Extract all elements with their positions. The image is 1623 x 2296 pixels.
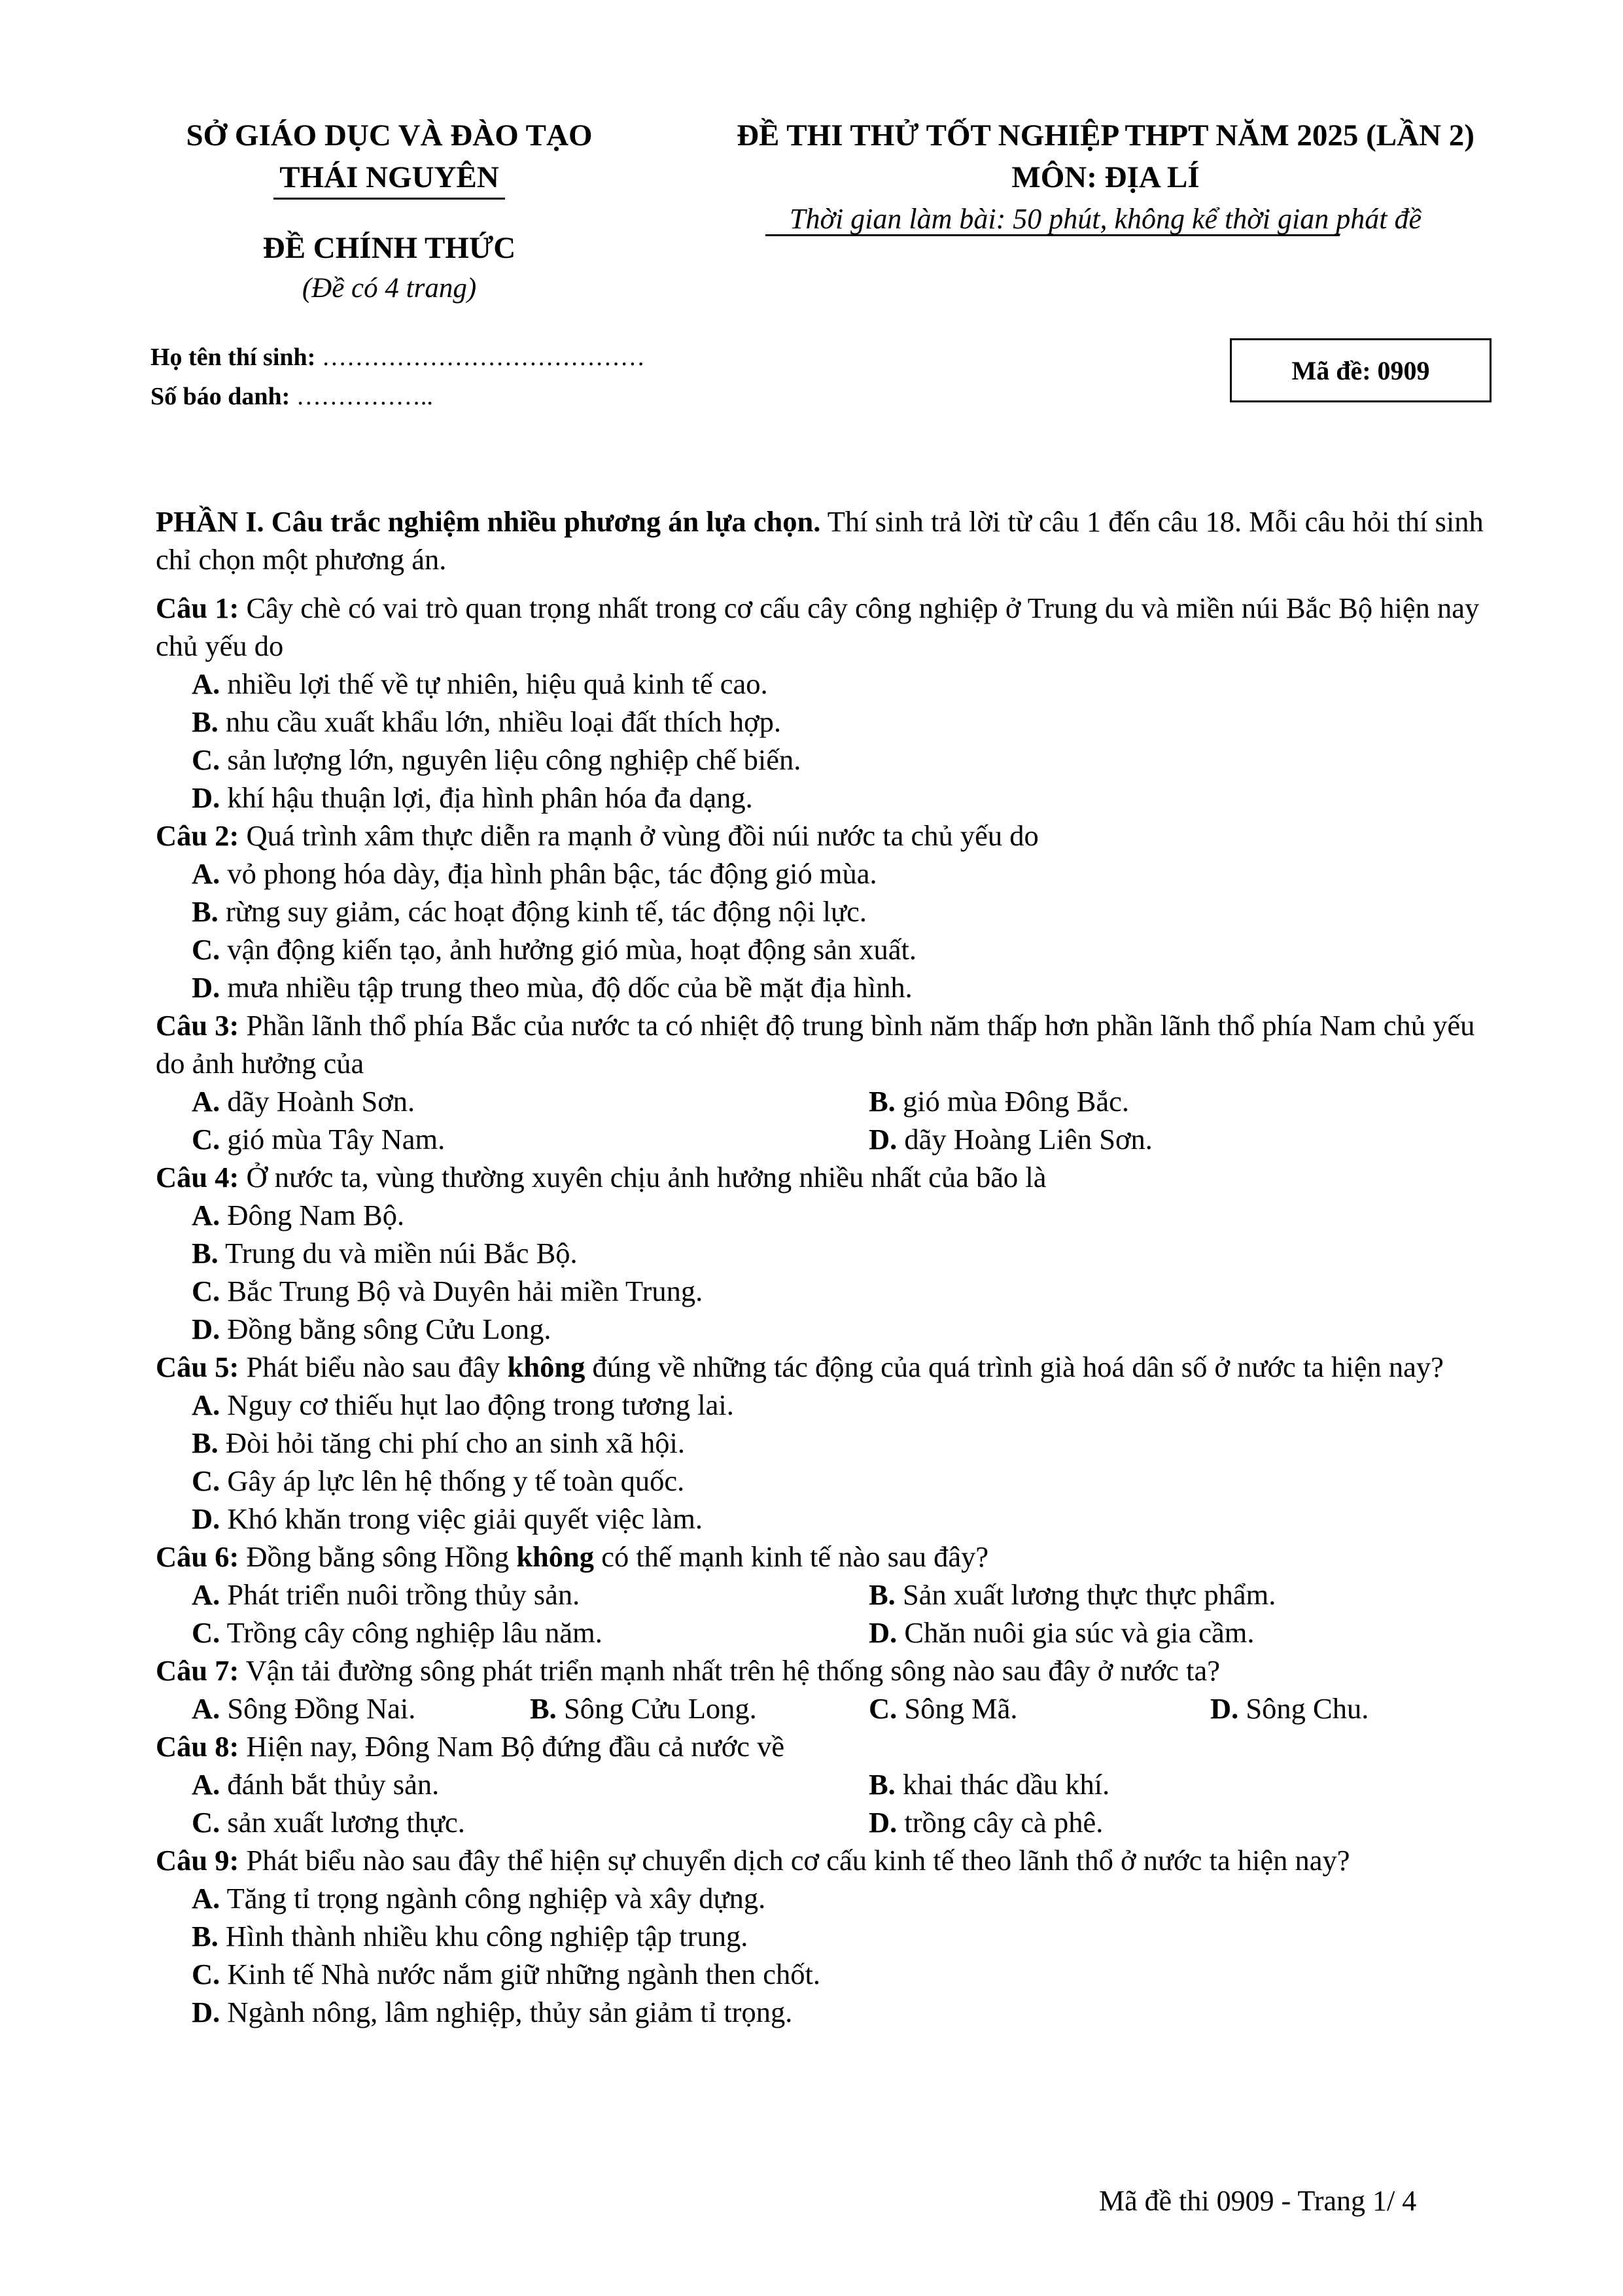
option-text: Bắc Trung Bộ và Duyên hải miền Trung. (227, 1275, 703, 1307)
option-d (869, 1803, 1103, 1841)
option-b (869, 1765, 1109, 1803)
option-label: A. (192, 1388, 220, 1421)
time-note-underline (765, 234, 1340, 236)
option-label: A. (192, 667, 220, 700)
option-c (192, 1803, 869, 1841)
options-row (156, 1576, 1484, 1614)
option-b (156, 892, 1484, 930)
option-label: B. (192, 705, 218, 738)
department-name: SỞ GIÁO DỤC VÀ ĐÀO TẠO (186, 118, 593, 152)
option-c (192, 1614, 869, 1651)
options-row (156, 1765, 1484, 1803)
question-text: đúng về những tác động của quá trình già hoá dân số ở nước ta hiện nay? (585, 1351, 1444, 1383)
option-label: D. (192, 1313, 220, 1345)
option-text: Gây áp lực lên hệ thống y tế toàn quốc. (227, 1464, 685, 1497)
option-d (156, 779, 1484, 817)
question-label: Câu 3: (156, 1009, 239, 1042)
option-a (156, 1879, 1484, 1917)
option-a (156, 665, 1484, 703)
candidate-info (150, 338, 645, 416)
options-row (156, 1689, 1484, 1727)
option-d (869, 1614, 1254, 1651)
option-text: nhu cầu xuất khẩu lớn, nhiều loại đất thích hợp. (225, 705, 782, 738)
option-c (156, 741, 1484, 779)
exam-code-box (1230, 338, 1492, 402)
option-label: D. (192, 1996, 220, 2028)
question-label: Câu 4: (156, 1161, 239, 1193)
option-c (156, 930, 1484, 968)
question-6 (156, 1538, 1484, 1576)
option-label: B. (869, 1578, 896, 1611)
option-label: C. (192, 1464, 220, 1497)
time-note: Thời gian làm bài: 50 phút, không kể thời gian phát đề (789, 203, 1422, 235)
question-4 (156, 1158, 1484, 1196)
option-b (156, 1917, 1484, 1955)
option-text: Khó khăn trong việc giải quyết việc làm. (227, 1502, 703, 1535)
exam-code: Mã đề: 0909 (1291, 355, 1430, 385)
official-label: ĐỀ CHÍNH THỨC (262, 231, 516, 265)
exam-title: ĐỀ THI THỬ TỐT NGHIỆP THPT NĂM 2025 (LẦN 2) (737, 118, 1475, 152)
option-c (192, 1120, 869, 1158)
option-text: Ngành nông, lâm nghiệp, thủy sản giảm tỉ trọng. (227, 1996, 793, 2028)
option-text: Đồng bằng sông Cửu Long. (227, 1313, 551, 1345)
question-text: Phần lãnh thổ phía Bắc của nước ta có nhiệt độ trung bình năm thấp hơn phần lãnh thổ phía Nam chủ yếu do ảnh hưởng của (156, 1009, 1475, 1080)
option-a (192, 1765, 869, 1803)
option-a (192, 1082, 869, 1120)
option-text: Kinh tế Nhà nước nắm giữ những ngành then chốt. (227, 1958, 820, 1990)
option-c (156, 1272, 1484, 1310)
question-label: Câu 9: (156, 1844, 239, 1877)
question-label: Câu 7: (156, 1654, 239, 1687)
option-text: dãy Hoành Sơn. (227, 1085, 415, 1118)
option-label: D. (869, 1806, 898, 1839)
option-label: B. (192, 1426, 218, 1459)
options-row (156, 1614, 1484, 1651)
option-c (156, 1462, 1484, 1500)
question-emphasis: không (507, 1351, 585, 1383)
option-label: B. (869, 1085, 896, 1118)
option-a (192, 1689, 530, 1727)
option-text: dãy Hoàng Liên Sơn. (904, 1123, 1153, 1156)
option-a (156, 1386, 1484, 1424)
header-left (141, 115, 638, 198)
option-text: Sông Cửu Long. (563, 1692, 757, 1725)
option-label: C. (869, 1692, 898, 1725)
option-d (156, 1500, 1484, 1538)
option-d (1210, 1689, 1369, 1727)
option-label: D. (192, 971, 220, 1004)
candidate-name-line (150, 338, 645, 377)
option-text: Tăng tỉ trọng ngành công nghiệp và xây dựng. (226, 1882, 766, 1915)
question-text: Ở nước ta, vùng thường xuyên chịu ảnh hưởng nhiều nhất của bão là (239, 1161, 1047, 1193)
part1-instruction: Thí sinh trả lời từ câu 1 đến câu 18. Mỗi câu hỏi thí sinh chỉ chọn một phương án. (156, 505, 1484, 576)
option-text: Sông Mã. (904, 1692, 1018, 1725)
question-9 (156, 1841, 1484, 1879)
question-text: Vận tải đường sông phát triển mạnh nhất trên hệ thống sông nào sau đây ở nước ta? (239, 1654, 1221, 1687)
question-text: Cây chè có vai trò quan trọng nhất trong cơ cấu cây công nghiệp ở Trung du và miền núi Bắc Bộ hiện nay chủ yếu do (156, 592, 1480, 662)
option-text: Chăn nuôi gia súc và gia cầm. (904, 1616, 1255, 1649)
option-label: A. (192, 1085, 220, 1118)
option-text: gió mùa Đông Bắc. (902, 1085, 1129, 1118)
option-a (156, 855, 1484, 892)
option-label: A. (192, 1882, 220, 1915)
pages-note: (Đề có 4 trang) (302, 273, 477, 304)
option-label: A. (192, 1768, 220, 1801)
candidate-id-dots: …………….. (290, 383, 433, 410)
option-text: rừng suy giảm, các hoạt động kinh tế, tác động nội lực. (225, 895, 867, 928)
option-text: Sông Chu. (1246, 1692, 1369, 1725)
question-text: có thế mạnh kinh tế nào sau đây? (594, 1540, 989, 1573)
option-label: A. (192, 1692, 220, 1725)
question-label: Câu 6: (156, 1540, 239, 1573)
part1-heading (156, 503, 1484, 578)
header-right (680, 115, 1531, 240)
option-label: C. (192, 1806, 220, 1839)
option-text: mưa nhiều tập trung theo mùa, độ dốc của bề mặt địa hình. (227, 971, 913, 1004)
option-text: Phát triển nuôi trồng thủy sản. (227, 1578, 580, 1611)
option-text: sản xuất lương thực. (227, 1806, 465, 1839)
option-label: A. (192, 857, 220, 890)
option-label: B. (192, 1920, 218, 1952)
official-block (141, 228, 638, 309)
option-text: Trung du và miền núi Bắc Bộ. (225, 1237, 578, 1269)
option-text: nhiều lợi thế về tự nhiên, hiệu quả kinh tế cao. (227, 667, 768, 700)
option-label: C. (192, 1123, 220, 1156)
question-text: Quá trình xâm thực diễn ra mạnh ở vùng đồi núi nước ta chủ yếu do (239, 819, 1039, 852)
option-text: Sản xuất lương thực thực phẩm. (902, 1578, 1276, 1611)
options-row (156, 1803, 1484, 1841)
option-text: khí hậu thuận lợi, địa hình phân hóa đa dạng. (227, 781, 753, 814)
part1-title: PHẦN I. Câu trắc nghiệm nhiều phương án lựa chọn. (156, 505, 821, 538)
option-text: gió mùa Tây Nam. (227, 1123, 445, 1156)
exam-content (156, 503, 1484, 2031)
option-label: D. (1210, 1692, 1239, 1725)
candidate-name-dots: ………………………………… (315, 344, 645, 371)
question-text: Đồng bằng sông Hồng (239, 1540, 517, 1573)
option-text: trồng cây cà phê. (904, 1806, 1104, 1839)
option-label: C. (192, 1275, 220, 1307)
question-emphasis: không (516, 1540, 595, 1573)
option-label: C. (192, 933, 220, 966)
option-text: vận động kiến tạo, ảnh hưởng gió mùa, hoạt động sản xuất. (227, 933, 917, 966)
option-b (156, 1234, 1484, 1272)
option-label: D. (192, 1502, 220, 1535)
question-2 (156, 817, 1484, 855)
option-text: Đông Nam Bộ. (227, 1199, 405, 1231)
option-c (869, 1689, 1210, 1727)
question-label: Câu 8: (156, 1730, 239, 1763)
options-row (156, 1082, 1484, 1120)
option-label: C. (192, 1958, 220, 1990)
option-text: khai thác dầu khí. (902, 1768, 1110, 1801)
option-label: A. (192, 1199, 220, 1231)
question-7 (156, 1651, 1484, 1689)
option-d (156, 968, 1484, 1006)
options-row (156, 1120, 1484, 1158)
option-b (869, 1576, 1276, 1614)
option-d (156, 1993, 1484, 2031)
option-label: C. (192, 743, 220, 776)
question-1 (156, 589, 1484, 665)
option-text: đánh bắt thủy sản. (227, 1768, 440, 1801)
question-5 (156, 1348, 1484, 1386)
option-label: C. (192, 1616, 220, 1649)
candidate-id-line (150, 377, 645, 416)
option-text: sản lượng lớn, nguyên liệu công nghiệp chế biến. (227, 743, 801, 776)
option-b (530, 1689, 869, 1727)
question-text: Hiện nay, Đông Nam Bộ đứng đầu cả nước về (239, 1730, 785, 1763)
option-label: B. (530, 1692, 557, 1725)
question-text: Phát biểu nào sau đây thể hiện sự chuyển dịch cơ cấu kinh tế theo lãnh thổ ở nước ta hiện nay? (239, 1844, 1350, 1877)
option-label: D. (192, 781, 220, 814)
question-3 (156, 1006, 1484, 1082)
option-text: Sông Đồng Nai. (227, 1692, 416, 1725)
option-label: B. (192, 895, 218, 928)
option-b (156, 1424, 1484, 1462)
candidate-id-label: Số báo danh: (150, 383, 290, 410)
option-label: B. (869, 1768, 896, 1801)
option-label: A. (192, 1578, 220, 1611)
option-a (156, 1196, 1484, 1234)
option-c (156, 1955, 1484, 1993)
question-8 (156, 1727, 1484, 1765)
candidate-name-label: Họ tên thí sinh: (150, 344, 316, 371)
option-d (156, 1310, 1484, 1348)
province-underline (273, 198, 505, 200)
option-a (192, 1576, 869, 1614)
question-label: Câu 5: (156, 1351, 239, 1383)
option-label: D. (869, 1616, 898, 1649)
option-label: B. (192, 1237, 218, 1269)
province-name: THÁI NGUYÊN (279, 160, 499, 194)
question-label: Câu 1: (156, 592, 239, 624)
option-d (869, 1120, 1153, 1158)
option-text: vỏ phong hóa dày, địa hình phân bậc, tác động gió mùa. (227, 857, 877, 890)
subject-title: MÔN: ĐỊA LÍ (1011, 160, 1200, 194)
option-text: Đòi hỏi tăng chi phí cho an sinh xã hội. (225, 1426, 685, 1459)
option-text: Hình thành nhiều khu công nghiệp tập trung. (225, 1920, 748, 1952)
page-footer: Mã đề thi 0909 - Trang 1/ 4 (1099, 2185, 1417, 2217)
question-label: Câu 2: (156, 819, 239, 852)
option-b (869, 1082, 1129, 1120)
question-text: Phát biểu nào sau đây (239, 1351, 508, 1383)
option-label: D. (869, 1123, 898, 1156)
option-text: Nguy cơ thiếu hụt lao động trong tương lai. (227, 1388, 734, 1421)
option-b (156, 703, 1484, 741)
option-text: Trồng cây công nghiệp lâu năm. (226, 1616, 602, 1649)
